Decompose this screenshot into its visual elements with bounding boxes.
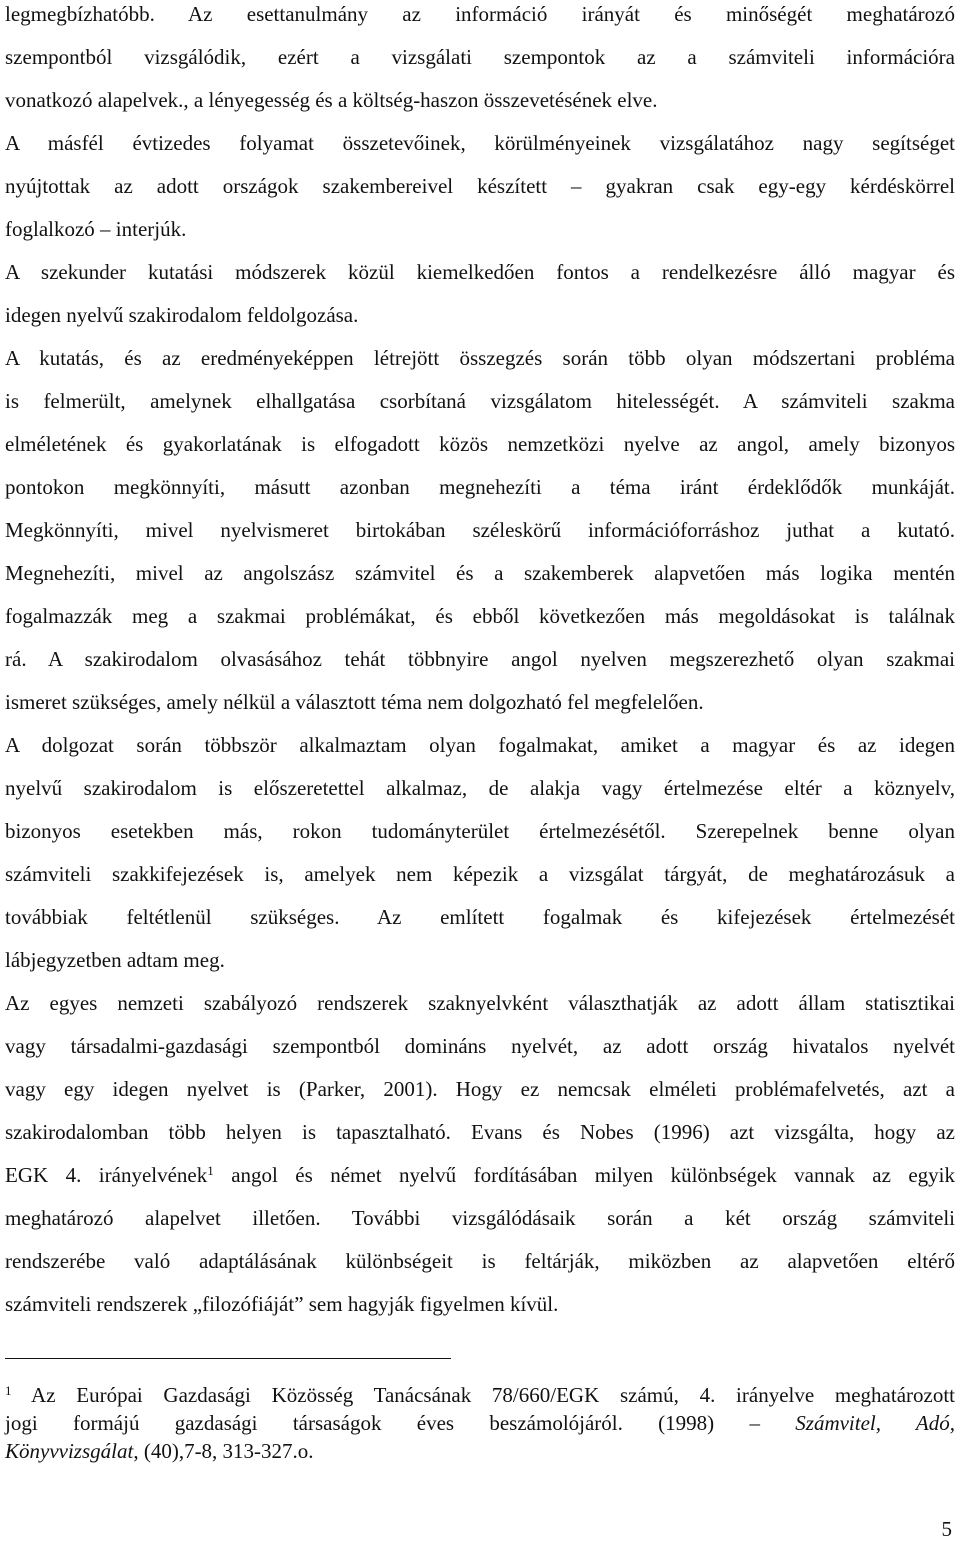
body-text-line: foglalkozó – interjúk. [5,217,187,241]
body-text-line: fogalmazzák meg a szakmai problémákat, és ebből következően más megoldásokat is találnak [5,604,955,628]
footnote-ref-continuation: angol és német nyelvű fordításában milyen különbségek vannak az egyik [213,1163,955,1187]
body-text-line: elméletének és gyakorlatának is elfogadott közös nemzetközi nyelve az angol, amely bizonyos [5,432,955,456]
footnote-text: Az Európai Gazdasági Közösség Tanácsának 78/660/EGK számú, 4. irányelve meghatározott [11,1383,955,1407]
body-text-line: vagy társadalmi-gazdasági szempontból domináns nyelvét, az adott ország hivatalos nyelvét [5,1034,955,1058]
page-number: 5 [941,1517,952,1541]
body-text-line: szakirodalomban több helyen is tapasztalható. Evans és Nobes (1996) azt vizsgálta, hogy az [5,1120,955,1144]
body-text-line: ismeret szükséges, amely nélkül a választott téma nem dolgozható fel megfelelően. [5,690,704,714]
body-text-line-with-footnote-ref [5,1163,955,1187]
body-text-line: bizonyos esetekben más, rokon tudományterület értelmezésétől. Szerepelnek benne olyan [5,819,955,843]
body-text-line: számviteli szakkifejezések is, amelyek nem képezik a vizsgálat tárgyát, de meghatározásuk a [5,862,955,886]
body-text-line: A kutatás, és az eredményeképpen létrejött összegzés során több olyan módszertani probléma [5,346,955,370]
footnote-text: jogi formájú gazdasági társaságok éves beszámolójáról. (1998) – [5,1411,796,1435]
body-text-line: nyújtottak az adott országok szakembereivel készített – gyakran csak egy-egy kérdéskörrel [5,174,955,198]
body-text-line: legmegbízhatóbb. Az esettanulmány az információ irányát és minőségét meghatározó [5,2,955,26]
body-text-line: idegen nyelvű szakirodalom feldolgozása. [5,303,359,327]
body-text-line: is felmerült, amelynek elhallgatása csorbítaná vizsgálatom hitelességét. A számviteli szakma [5,389,955,413]
footnote-marker: 1 [5,1383,12,1398]
body-text-line: Az egyes nemzeti szabályozó rendszerek szaknyelvként választhatják az adott állam statisztikai [5,991,955,1015]
footnote-italic-title: Számvitel, Adó, [795,1411,955,1435]
body-text-line: nyelvű szakirodalom is előszeretettel alkalmaz, de alakja vagy értelmezése eltér a köznyelv, [5,776,955,800]
footnote-text: , (40),7-8, 313-327.o. [133,1439,314,1463]
footnote-italic-title: Könyvvizsgálat [5,1439,134,1463]
footnote-line [5,1411,955,1435]
footnote-line [5,1439,955,1463]
body-text-line: számviteli rendszerek „filozófiáját” sem hagyják figyelmen kívül. [5,1292,559,1316]
footnote-ref-text: EGK 4. irányelvének [5,1163,208,1187]
body-text-line: A másfél évtizedes folyamat összetevőinek, körülményeinek vizsgálatához nagy segítséget [5,131,955,155]
body-text-line: vagy egy idegen nyelvet is (Parker, 2001). Hogy ez nemcsak elméleti problémafelvetés, azt a [5,1077,955,1101]
body-text-line: lábjegyzetben adtam meg. [5,948,225,972]
body-text-line: szempontból vizsgálódik, ezért a vizsgálati szempontok az a számviteli információra [5,45,955,69]
body-text-line: A dolgozat során többször alkalmaztam olyan fogalmakat, amiket a magyar és az idegen [5,733,955,757]
footnote-separator [5,1358,451,1359]
body-text-line: A szekunder kutatási módszerek közül kiemelkedően fontos a rendelkezésre álló magyar és [5,260,955,284]
body-text-line: pontokon megkönnyíti, másutt azonban megnehezíti a téma iránt érdeklődők munkáját. [5,475,955,499]
footnote-line [5,1383,955,1407]
body-text-line: továbbiak feltétlenül szükséges. Az említett fogalmak és kifejezések értelmezését [5,905,955,929]
body-text-line: rá. A szakirodalom olvasásához tehát többnyire angol nyelven megszerezhető olyan szakmai [5,647,955,671]
body-text-line: Megkönnyíti, mivel nyelvismeret birtokában széleskörű információforráshoz juthat a kutató. [5,518,955,542]
footnote-reference-marker[interactable]: 1 [207,1163,214,1178]
body-text-line: vonatkozó alapelvek., a lényegesség és a költség-haszon összevetésének elve. [5,88,658,112]
body-text-line: meghatározó alapelvet illetően. További vizsgálódásaik során a két ország számviteli [5,1206,955,1230]
body-text-line: rendszerébe való adaptálásának különbségeit is feltárják, miközben az alapvetően eltérő [5,1249,955,1273]
body-text-line: Megnehezíti, mivel az angolszász számvitel és a szakemberek alapvetően más logika mentén [5,561,955,585]
